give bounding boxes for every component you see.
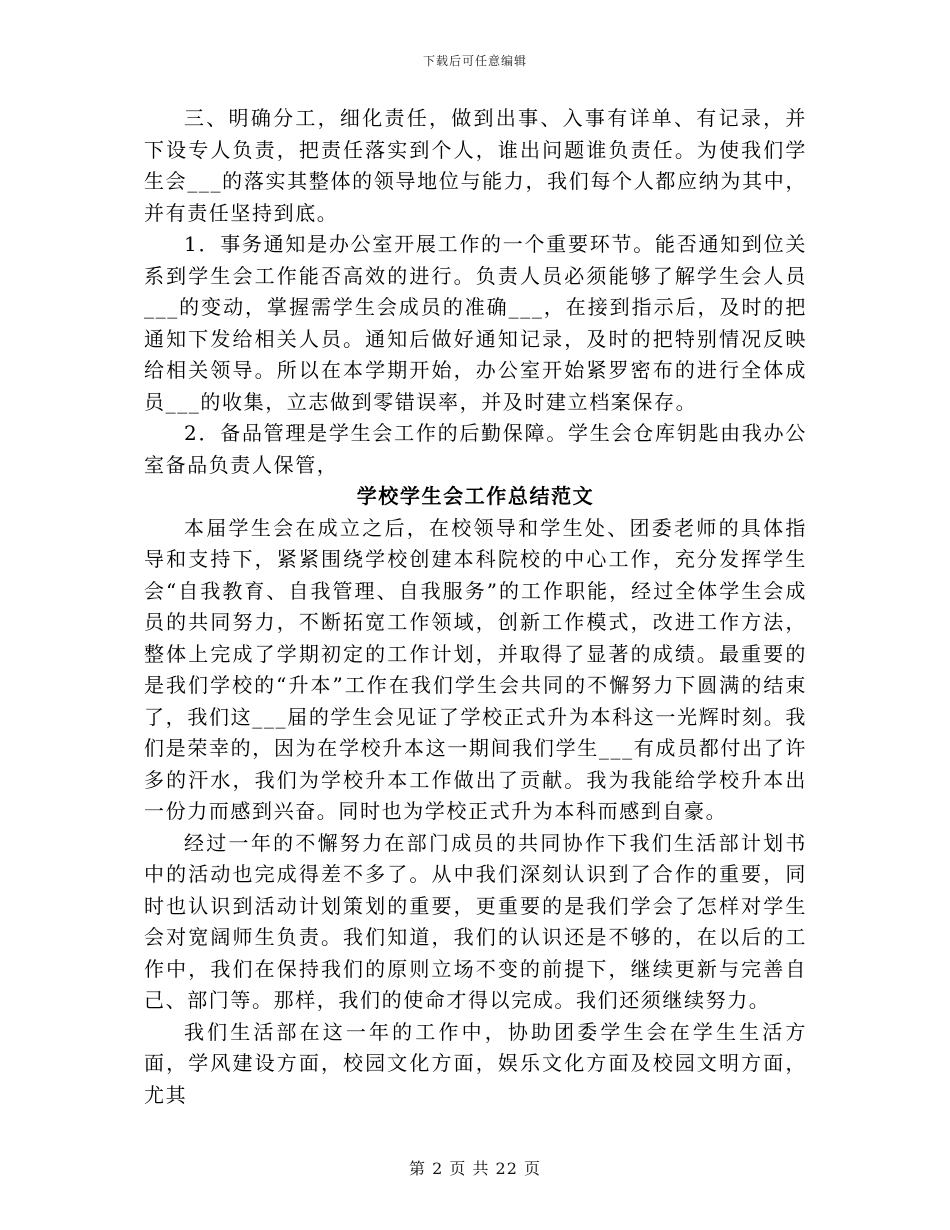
section-title: 学校学生会工作总结范文 <box>356 484 595 508</box>
page-header: 下载后可任意编辑 <box>422 54 527 68</box>
paragraph-life-department-year: 经过一年的不懈努力在部门成员的共同协作下我们生活部计划书中的活动也完成得差不多了。从中我们深刻认识到了合作的重要，同时也认识到活动计划策划的重要，更重要的是我们学会了怎样对学生会对宽阔师生负责。我们知道，我们的认识还是不够的，在以后的工作中，我们在保持我们的原则立场不变的前提下，继续更新与完善自己、部门等。那样，我们的使命才得以完成。我们还须继续努力。 <box>144 830 807 1012</box>
paragraph-summary-intro: 本届学生会在成立之后，在校领导和学生处、团委老师的具体指导和支持下，紧紧围绕学校创建本科院校的中心工作，充分发挥学生会“自我教育、自我管理、自我服务”的工作职能，经过全体学生会成员的共同努力，不断拓宽工作领域，创新工作模式，改进工作方法，整体上完成了学期初定的工作计划，并取得了显著的成绩。最重要的是我们学校的“升本”工作在我们学生会共同的不懈努力下圆满的结束了，我们这___届的学生会见证了学校正式升为本科这一光辉时刻。我们是荣幸的，因为在学校升本这一期间我们学生___有成员都付出了许多的汗水，我们为学校升本工作做出了贡献。我为我能给学校升本出一份力而感到兴奋。同时也为学校正式升为本科而感到自豪。 <box>144 515 807 823</box>
page-number-footer: 第 2 页 共 22 页 <box>409 1159 541 1178</box>
paragraph-division-of-duties: 三、明确分工，细化责任，做到出事、入事有详单、有记录，并下设专人负责，把责任落实到个人，谁出问题谁负责任。为使我们学生会___的落实其整体的领导地位与能力，我们每个人都应纳为其中，并有责任坚持到底。 <box>144 106 807 225</box>
paragraph-life-department-work: 我们生活部在这一年的工作中，协助团委学生会在学生生活方面，学风建设方面，校园文化方面，娱乐文化方面及校园文明方面，尤其 <box>144 1019 807 1107</box>
paragraph-supplies-management: 2．备品管理是学生会工作的后勤保障。学生会仓库钥匙由我办公室备品负责人保管， <box>144 421 807 477</box>
paragraph-notification-work: 1．事务通知是办公室开展工作的一个重要环节。能否通知到位关系到学生会工作能否高效的进行。负责人员必须能够了解学生会人员___的变动，掌握需学生会成员的准确___，在接到指示后，及时的把通知下发给相关人员。通知后做好通知记录，及时的把特别情况反映给相关领导。所以在本学期开始，办公室开始紧罗密布的进行全体成员___的收集，立志做到零错误率，并及时建立档案保存。 <box>144 232 807 414</box>
document-body <box>144 103 807 1111</box>
